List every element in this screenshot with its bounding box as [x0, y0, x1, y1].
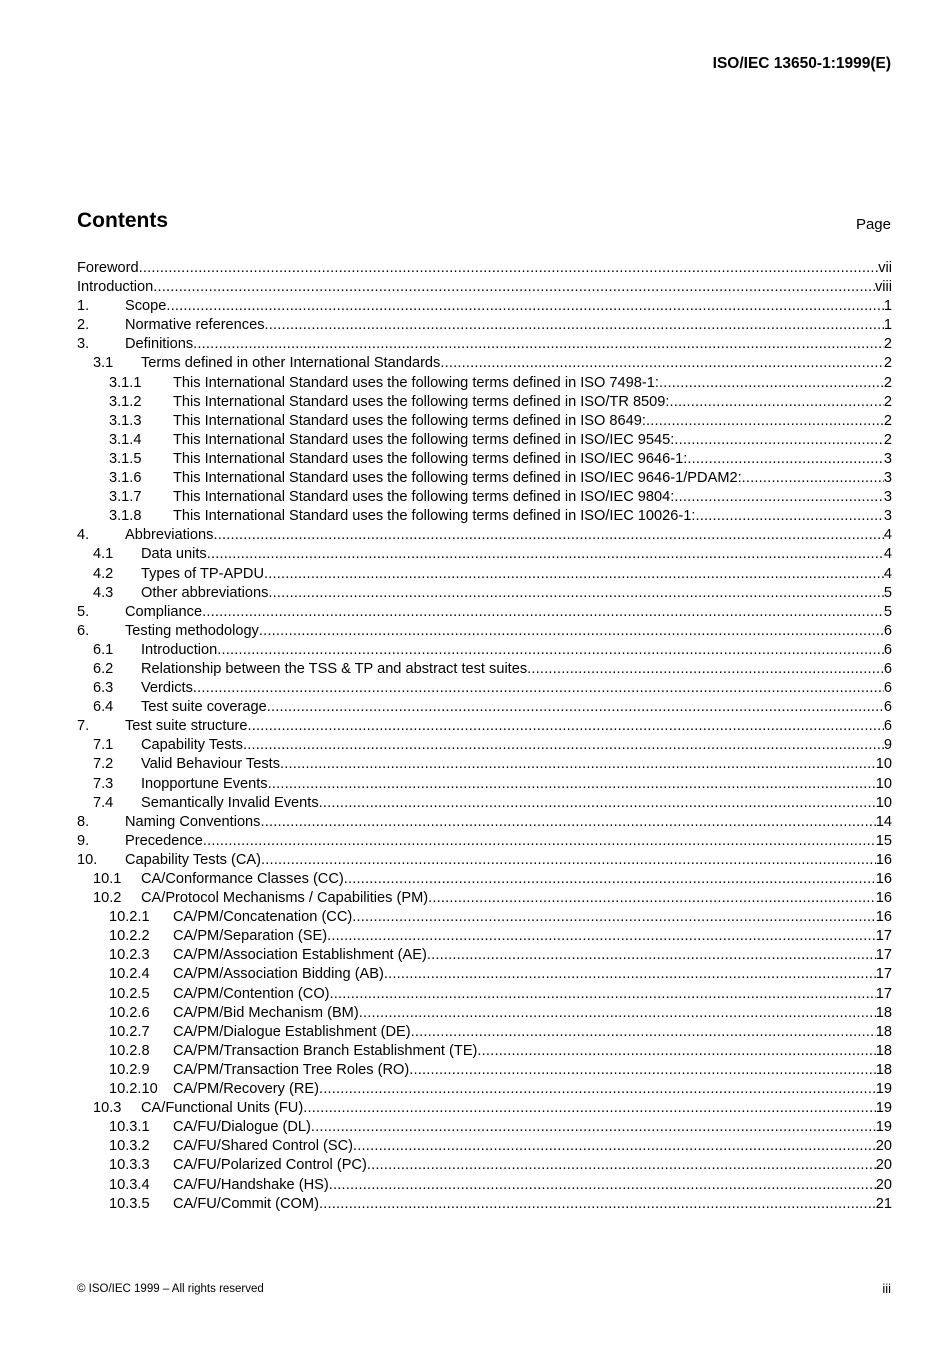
toc-entry-number: 2.	[77, 317, 90, 334]
toc-entry-page: vii	[878, 260, 892, 276]
toc-dot-leader	[384, 965, 876, 984]
toc-entry-number: 6.1	[93, 641, 114, 658]
toc-entry[interactable]	[77, 965, 892, 984]
toc-entry-number: 3.1.1	[109, 374, 142, 391]
toc-entry-title: Valid Behaviour Tests	[141, 756, 280, 773]
toc-entry-page: 17	[875, 966, 892, 983]
toc-entry-title: Abbreviations	[125, 527, 214, 544]
toc-entry[interactable]	[77, 851, 892, 870]
toc-entry-title: This International Standard uses the following terms defined in ISO/IEC 9646-1/PDAM2:	[173, 470, 742, 487]
toc-entry-number: 6.2	[93, 660, 114, 677]
page-column-label: Page	[855, 216, 891, 233]
toc-entry[interactable]	[77, 717, 892, 736]
toc-entry-page: 19	[875, 1119, 892, 1136]
toc-dot-leader	[344, 870, 876, 889]
toc-entry-number: 3.1.4	[109, 431, 142, 448]
toc-entry-title: CA/FU/Dialogue (DL)	[173, 1119, 311, 1136]
toc-dot-leader	[247, 717, 883, 736]
toc-entry-number: 10.3.1	[109, 1119, 150, 1136]
toc-entry-page: 6	[883, 680, 892, 697]
toc-entry-page: 19	[875, 1081, 892, 1098]
toc-dot-leader	[695, 507, 883, 526]
toc-entry-number: 10.2.2	[109, 928, 150, 945]
toc-entry-number: 10.2.10	[109, 1081, 158, 1098]
toc-entry-number: 10.2.4	[109, 966, 150, 983]
toc-dot-leader	[674, 488, 884, 507]
toc-entry-number: 10.2.6	[109, 1004, 150, 1021]
toc-entry-number: 7.2	[93, 756, 114, 773]
toc-entry-page: 2	[883, 431, 892, 448]
toc-entry[interactable]	[77, 354, 892, 373]
toc-entry-number: 7.	[77, 718, 90, 735]
toc-entry-number: 10.3.5	[109, 1195, 150, 1212]
toc-entry-page: 15	[875, 832, 892, 849]
toc-dot-leader	[217, 641, 884, 660]
toc-dot-leader	[203, 832, 876, 851]
toc-entry-title: Capability Tests	[141, 737, 243, 754]
toc-entry-number: 3.1.8	[109, 508, 142, 525]
toc-entry[interactable]	[77, 813, 892, 832]
toc-entry[interactable]	[77, 1099, 892, 1118]
toc-entry-number: 7.1	[93, 737, 114, 754]
toc-dot-leader	[153, 278, 875, 297]
toc-entry-title: Introduction	[141, 641, 218, 658]
toc-entry-title: CA/PM/Transaction Tree Roles (RO)	[173, 1061, 410, 1078]
toc-entry-title: CA/PM/Separation (SE)	[173, 928, 328, 945]
toc-entry[interactable]	[77, 1042, 892, 1061]
toc-entry[interactable]	[77, 698, 892, 717]
toc-entry-page: 3	[883, 508, 892, 525]
toc-entry-page: 18	[875, 1004, 892, 1021]
toc-entry-page: 2	[883, 412, 892, 429]
toc-entry-page: 16	[875, 871, 892, 887]
toc-dot-leader	[207, 545, 884, 564]
toc-entry[interactable]	[77, 297, 892, 316]
toc-dot-leader	[268, 775, 876, 794]
toc-entry-title: This International Standard uses the following terms defined in ISO/IEC 9545:	[173, 431, 675, 448]
toc-entry[interactable]	[77, 1118, 892, 1137]
toc-entry-title: Data units	[141, 546, 207, 563]
toc-entry-page: 14	[875, 813, 892, 830]
toc-entry-title: Precedence	[125, 832, 203, 849]
toc-dot-leader	[213, 526, 883, 545]
toc-entry-title: CA/PM/Association Bidding (AB)	[173, 966, 384, 983]
toc-entry-page: 2	[883, 393, 892, 410]
toc-dot-leader	[440, 354, 884, 373]
toc-entry[interactable]	[77, 775, 892, 794]
toc-entry[interactable]	[77, 1176, 892, 1195]
footer-copyright: © ISO/IEC 1999 – All rights reserved	[77, 1283, 264, 1295]
toc-entry-number: 7.3	[93, 775, 114, 792]
toc-entry-page: 3	[883, 489, 892, 506]
toc-entry-number: 3.1.3	[109, 412, 142, 429]
toc-dot-leader	[264, 565, 884, 584]
toc-entry-page: 9	[883, 737, 892, 754]
toc-entry-number: 4.3	[93, 584, 114, 601]
toc-entry-title: CA/PM/Dialogue Establishment (DE)	[173, 1023, 411, 1040]
toc-entry-number: 10.2.3	[109, 947, 150, 964]
toc-entry[interactable]	[77, 832, 892, 851]
toc-entry-number: 5.	[77, 603, 90, 620]
toc-dot-leader	[477, 1042, 875, 1061]
toc-entry-title: Relationship between the TSS & TP and abstract test suites	[141, 660, 528, 677]
toc-entry[interactable]	[77, 507, 892, 526]
toc-dot-leader	[659, 374, 884, 393]
toc-entry[interactable]	[77, 374, 892, 393]
toc-entry-number: 3.1.5	[109, 450, 142, 467]
toc-entry-title: Terms defined in other International Standards	[141, 355, 441, 372]
toc-entry-page: 2	[883, 374, 892, 391]
toc-entry[interactable]	[77, 450, 892, 469]
toc-entry-title: Other abbreviations	[141, 584, 269, 601]
toc-entry-title: This International Standard uses the following terms defined in ISO 7498-1:	[173, 374, 659, 391]
toc-entry-page: 16	[875, 851, 892, 868]
toc-entry[interactable]	[77, 565, 892, 584]
toc-entry-title: This International Standard uses the following terms defined in ISO/IEC 9646-1:	[173, 450, 688, 467]
toc-entry-title: Normative references	[125, 317, 265, 334]
toc-entry-page: 6	[883, 641, 892, 658]
toc-entry-page: 16	[875, 909, 892, 926]
toc-entry-page: 2	[883, 355, 892, 372]
toc-dot-leader	[193, 679, 884, 698]
toc-entry-title: This International Standard uses the following terms defined in ISO/IEC 9804:	[173, 489, 675, 506]
toc-entry[interactable]	[77, 1137, 892, 1156]
toc-entry-title: Naming Conventions	[125, 813, 261, 830]
toc-dot-leader	[261, 851, 876, 870]
toc-entry-title: Testing methodology	[125, 622, 259, 639]
toc-entry-page: 1	[883, 298, 892, 315]
toc-dot-leader	[311, 1118, 876, 1137]
toc-dot-leader	[303, 1099, 876, 1118]
toc-entry-page: 4	[883, 546, 892, 563]
toc-entry[interactable]	[77, 985, 892, 1004]
toc-entry-page: 1	[883, 317, 892, 334]
toc-entry-page: 20	[875, 1138, 892, 1155]
toc-entry-number: 10.2.5	[109, 985, 150, 1002]
toc-entry-number: 10.2.8	[109, 1042, 150, 1059]
toc-entry-page: 18	[875, 1042, 892, 1059]
toc-entry[interactable]	[77, 946, 892, 965]
toc-entry-title: Test suite structure	[125, 718, 248, 735]
toc-entry-number: 3.1.7	[109, 489, 142, 506]
toc-entry[interactable]	[77, 393, 892, 412]
toc-entry[interactable]	[77, 870, 892, 889]
toc-entry-page: 17	[875, 947, 892, 964]
toc-dot-leader	[319, 794, 876, 813]
toc-entry-page: 20	[875, 1157, 892, 1174]
toc-entry-page: 18	[875, 1023, 892, 1040]
toc-entry-title: Definitions	[125, 336, 194, 353]
toc-entry-page: 3	[883, 450, 892, 467]
toc-dot-leader	[359, 1004, 876, 1023]
toc-entry[interactable]	[77, 889, 892, 908]
toc-dot-leader	[409, 1061, 876, 1080]
toc-entry[interactable]	[77, 584, 892, 603]
toc-entry-page: 19	[875, 1100, 892, 1117]
toc-entry-title: CA/PM/Contention (CO)	[173, 985, 330, 1002]
toc-dot-leader	[367, 1156, 876, 1175]
toc-entry-title: CA/FU/Commit (COM)	[173, 1195, 319, 1212]
toc-entry[interactable]	[77, 1156, 892, 1175]
toc-dot-leader	[353, 1137, 876, 1156]
toc-entry-page: 6	[883, 622, 892, 639]
toc-entry[interactable]	[77, 622, 892, 641]
toc-entry-title: CA/PM/Concatenation (CC)	[173, 909, 353, 926]
toc-entry-number: 4.1	[93, 546, 114, 563]
toc-entry-title: Test suite coverage	[141, 699, 267, 716]
toc-entry-page: 6	[883, 660, 892, 677]
toc-dot-leader	[687, 450, 884, 469]
toc-entry-number: 10.2.1	[109, 909, 150, 926]
toc-dot-leader	[527, 660, 884, 679]
toc-entry[interactable]	[77, 412, 892, 431]
toc-entry-page: 17	[875, 928, 892, 945]
toc-entry-number: 6.4	[93, 699, 114, 716]
toc-entry-number: 10.1	[93, 871, 122, 887]
toc-entry-page: 20	[875, 1176, 892, 1193]
toc-entry-page: 2	[883, 336, 892, 353]
page-title: Contents	[77, 209, 168, 232]
toc-entry-number: 3.1.6	[109, 470, 142, 487]
toc-entry-title: CA/FU/Shared Control (SC)	[173, 1138, 354, 1155]
toc-entry-page: 3	[883, 470, 892, 487]
toc-entry-page: 5	[883, 603, 892, 620]
toc-entry-page: 21	[875, 1195, 892, 1212]
toc-dot-leader	[330, 985, 876, 1004]
toc-entry[interactable]	[77, 927, 892, 946]
footer-page-number: iii	[882, 1281, 891, 1296]
toc-entry[interactable]	[77, 335, 892, 354]
toc-entry-title: Capability Tests (CA)	[125, 851, 261, 868]
toc-entry[interactable]	[77, 603, 892, 622]
toc-entry-title: Compliance	[125, 603, 203, 620]
toc-dot-leader	[411, 1023, 876, 1042]
toc-entry-number: 7.4	[93, 794, 114, 811]
toc-dot-leader	[139, 259, 879, 278]
toc-entry-number: 9.	[77, 832, 90, 849]
toc-entry-number: 10.	[77, 851, 98, 868]
toc-entry[interactable]	[77, 1195, 892, 1214]
toc-entry-title: CA/FU/Handshake (HS)	[173, 1176, 329, 1193]
toc-entry-title: CA/Conformance Classes (CC)	[141, 871, 344, 887]
toc-dot-leader	[742, 469, 884, 488]
toc-entry-title: CA/PM/Recovery (RE)	[173, 1081, 319, 1098]
toc-entry[interactable]	[77, 469, 892, 488]
toc-entry-title: This International Standard uses the following terms defined in ISO/IEC 10026-1:	[173, 508, 696, 525]
toc-entry-title: Types of TP-APDU	[141, 565, 265, 582]
toc-entry-number: 6.	[77, 622, 90, 639]
toc-dot-leader	[259, 622, 884, 641]
toc-entry-title: CA/PM/Association Establishment (AE)	[173, 947, 427, 964]
toc-dot-leader	[166, 297, 883, 316]
toc-entry[interactable]	[77, 908, 892, 927]
toc-dot-leader	[319, 1080, 876, 1099]
toc-entry-number: 10.3	[93, 1100, 122, 1117]
toc-entry-page: 5	[883, 584, 892, 601]
toc-entry-title: Semantically Invalid Events	[141, 794, 319, 811]
toc-entry[interactable]	[77, 660, 892, 679]
document-id-header: ISO/IEC 13650-1:1999(E)	[712, 55, 891, 72]
toc-entry-title: Foreword	[77, 260, 139, 276]
toc-dot-leader	[260, 813, 875, 832]
toc-dot-leader	[674, 431, 884, 450]
toc-entry-title: Introduction	[77, 279, 154, 296]
toc-entry[interactable]	[77, 431, 892, 450]
toc-dot-leader	[327, 927, 876, 946]
toc-entry[interactable]	[77, 488, 892, 507]
toc-entry-number: 4.	[77, 527, 90, 544]
toc-dot-leader	[193, 335, 884, 354]
toc-entry-number: 10.2.7	[109, 1023, 150, 1040]
toc-entry-page: 4	[883, 527, 892, 544]
toc-entry-title: CA/Protocol Mechanisms / Capabilities (PM)	[141, 890, 429, 907]
toc-dot-leader	[202, 603, 884, 622]
toc-entry-number: 10.3.4	[109, 1176, 150, 1193]
toc-entry[interactable]	[77, 316, 892, 335]
toc-entry-title: CA/Functional Units (FU)	[141, 1100, 304, 1117]
toc-dot-leader	[352, 908, 876, 927]
toc-entry-page: 6	[883, 718, 892, 735]
toc-dot-leader	[319, 1195, 876, 1214]
toc-entry[interactable]	[77, 259, 892, 278]
toc-entry-number: 10.3.3	[109, 1157, 150, 1174]
toc-entry-page: 17	[875, 985, 892, 1002]
toc-entry-number: 3.	[77, 336, 90, 353]
toc-entry-number: 1.	[77, 298, 90, 315]
toc-entry[interactable]	[77, 755, 892, 774]
toc-entry[interactable]	[77, 641, 892, 660]
toc-entry-number: 10.2	[93, 890, 122, 907]
toc-entry-page: 10	[875, 775, 892, 792]
toc-entry-page: 16	[875, 890, 892, 907]
toc-dot-leader	[646, 412, 884, 431]
toc-entry-title: Scope	[125, 298, 167, 315]
toc-entry[interactable]	[77, 1080, 892, 1099]
toc-entry-number: 10.2.9	[109, 1061, 150, 1078]
toc-entry-page: viii	[874, 279, 892, 296]
toc-entry-page: 10	[875, 756, 892, 773]
toc-entry[interactable]	[77, 794, 892, 813]
toc-entry-page: 18	[875, 1061, 892, 1078]
toc-entry-title: This International Standard uses the following terms defined in ISO/TR 8509:	[173, 393, 670, 410]
toc-entry-title: Verdicts	[141, 680, 193, 697]
toc-entry-number: 8.	[77, 813, 90, 830]
toc-entry-number: 3.1	[93, 355, 114, 372]
toc-entry-title: Inopportune Events	[141, 775, 268, 792]
toc-entry-number: 6.3	[93, 680, 114, 697]
toc-entry[interactable]	[77, 1004, 892, 1023]
toc-dot-leader	[427, 946, 876, 965]
toc-dot-leader	[265, 316, 884, 335]
toc-entry[interactable]	[77, 736, 892, 755]
toc-entry-title: CA/FU/Polarized Control (PC)	[173, 1157, 367, 1174]
toc-dot-leader	[280, 755, 876, 774]
toc-entry-page: 6	[883, 699, 892, 716]
toc-dot-leader	[329, 1176, 876, 1195]
toc-entry[interactable]	[77, 679, 892, 698]
toc-dot-leader	[267, 698, 884, 717]
toc-entry[interactable]	[77, 526, 892, 545]
toc-entry-title: This International Standard uses the following terms defined in ISO 8649:	[173, 412, 646, 429]
toc-entry-number: 4.2	[93, 565, 114, 582]
toc-entry[interactable]	[77, 1023, 892, 1042]
toc-dot-leader	[268, 584, 884, 603]
toc-entry-page: 10	[875, 794, 892, 811]
toc-entry-title: CA/PM/Transaction Branch Establishment (TE)	[173, 1042, 478, 1059]
toc-entry-title: CA/PM/Bid Mechanism (BM)	[173, 1004, 359, 1021]
toc-entry[interactable]	[77, 545, 892, 564]
toc-entry[interactable]	[77, 278, 892, 297]
toc-entry-number: 10.3.2	[109, 1138, 150, 1155]
toc-entry-page: 4	[883, 565, 892, 582]
toc-entry-number: 3.1.2	[109, 393, 142, 410]
toc-entry[interactable]	[77, 1061, 892, 1080]
toc-dot-leader	[428, 889, 876, 908]
toc-dot-leader	[669, 393, 883, 412]
table-of-contents	[77, 259, 892, 1214]
toc-dot-leader	[243, 736, 884, 755]
